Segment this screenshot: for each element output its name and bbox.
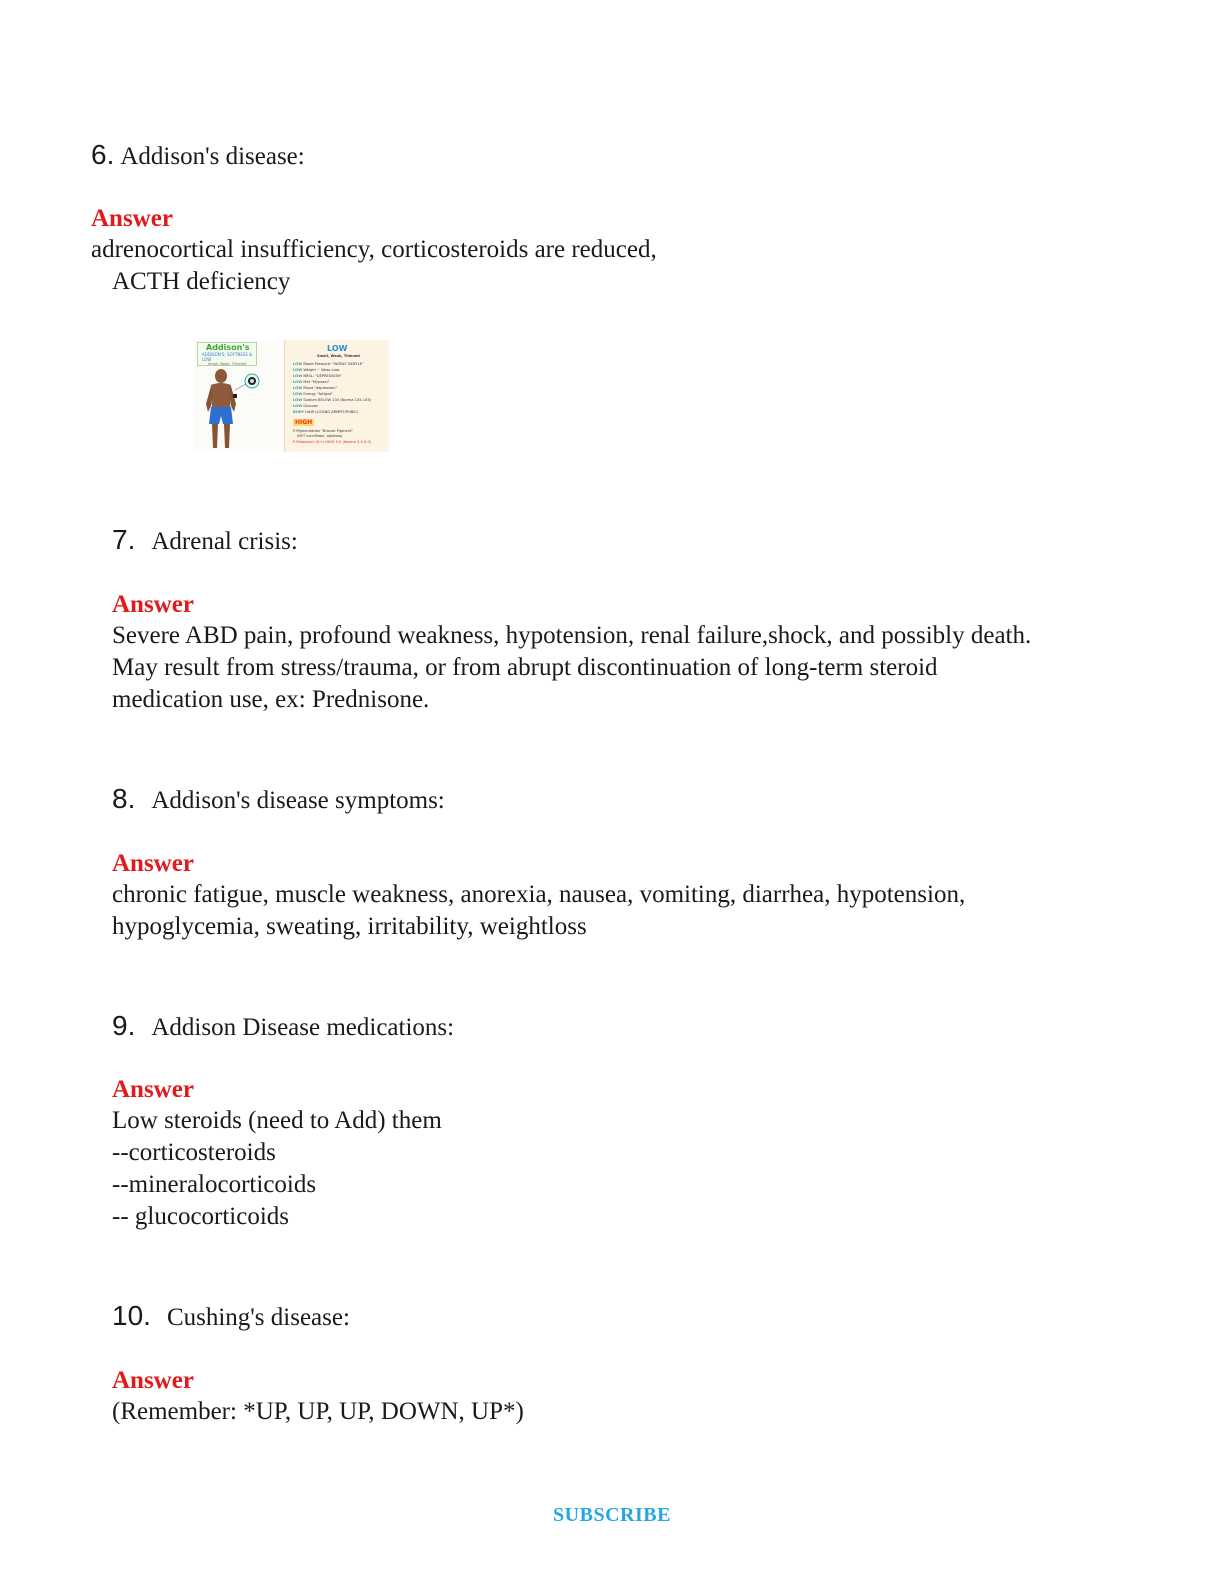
answer-text xyxy=(112,620,1031,716)
answer-text xyxy=(112,1396,524,1428)
figure-caption: Small, Weak, Thinned xyxy=(208,362,246,366)
answer-line: adrenocortical insufficiency, corticosteroids are reduced, xyxy=(91,236,657,263)
answer-line: chronic fatigue, muscle weakness, anorexia, nausea, vomiting, diarrhea, hypotension, xyxy=(112,881,966,908)
figure-title: Addison's xyxy=(206,343,250,352)
answer-text xyxy=(91,234,657,298)
question-10-title xyxy=(112,1300,350,1334)
question-number: 9. xyxy=(112,1010,136,1041)
answer-label: Answer xyxy=(91,205,173,232)
low-list-item: LOW NRSL: "DEPRESSION" xyxy=(293,374,342,378)
answer-line: ACTH deficiency xyxy=(112,268,291,295)
low-list-item: LOW Met "Mypasin" xyxy=(293,380,330,384)
answer-line: hypoglycemia, sweating, irritability, weightloss xyxy=(112,913,587,940)
low-high-panel xyxy=(284,340,389,452)
low-list-item: LOW Mood "depression" xyxy=(293,386,338,390)
question-number: 10. xyxy=(112,1300,151,1331)
answer-line: --corticosteroids xyxy=(112,1139,276,1166)
low-list-item: LOW Weight ~ Wear Loss xyxy=(293,368,340,372)
low-list-item: BODY HAIR (LOSING ARMPIT/PUBIC) xyxy=(293,410,359,414)
high-item: P-Potassium (K+) HIGH 5.0 (Norma 3.5-5.0) xyxy=(293,440,372,444)
answer-text xyxy=(112,1105,442,1233)
low-list-item: LOW Blood Pressure: "WOBLY GENTLE" xyxy=(293,362,364,366)
answer-line: (Remember: *UP, UP, UP, DOWN, UP*) xyxy=(112,1398,524,1425)
answer-text xyxy=(112,879,965,943)
addisons-figure-panel xyxy=(194,340,280,452)
answer-line: -- glucocorticoids xyxy=(112,1203,290,1230)
answer-line: Severe ABD pain, profound weakness, hypotension, renal failure,shock, and possibly death. xyxy=(112,622,1032,649)
figure-subtitle: ADDISON'S: SOFTNESS & LOW xyxy=(202,352,253,362)
question-7-title xyxy=(112,524,298,558)
answer-line: May result from stress/trauma, or from abrupt discontinuation of long-term steroid xyxy=(112,654,938,681)
question-number: 7. xyxy=(112,524,136,555)
svg-text:· · · ·: · · · · xyxy=(249,392,256,396)
addisons-infographic xyxy=(194,340,388,452)
person-illustration-icon xyxy=(194,340,280,452)
question-number: 6. xyxy=(91,139,115,170)
low-list-item: LOW Sodium BELOW 135 (Norma 135-145) xyxy=(293,398,372,402)
answer-line: Low steroids (need to Add) them xyxy=(112,1107,442,1134)
answer-label: Answer xyxy=(112,850,194,877)
question-8-title xyxy=(112,783,445,817)
question-number: 8. xyxy=(112,783,136,814)
high-item: P-Pigmentation "Bronze Pigment" xyxy=(293,429,354,433)
answer-label: Answer xyxy=(112,1367,194,1394)
answer-label: Answer xyxy=(112,591,194,618)
low-subheading: Small, Weak, Thinned xyxy=(317,354,360,358)
question-6-title xyxy=(91,139,305,173)
question-text: Cushing's disease: xyxy=(166,1304,350,1331)
low-list-item: LOW Glucose xyxy=(293,404,318,408)
question-9-title xyxy=(112,1010,454,1044)
low-heading: LOW xyxy=(327,344,348,353)
answer-label: Answer xyxy=(112,1076,194,1103)
question-text: Addison's disease: xyxy=(120,143,305,170)
low-list-item: LOW Energy "fatigue" xyxy=(293,392,334,396)
answer-line: --mineralocorticoids xyxy=(112,1171,317,1198)
question-text: Addison Disease medications: xyxy=(151,1014,455,1041)
question-text: Adrenal crisis: xyxy=(151,528,298,555)
subscribe-link[interactable]: SUBSCRIBE xyxy=(553,1504,671,1526)
high-heading: HIGH xyxy=(295,419,313,426)
low-list xyxy=(293,361,385,415)
high-item-note: (NOT sunniflower, tightness) xyxy=(297,434,343,438)
question-text: Addison's disease symptoms: xyxy=(151,787,445,814)
answer-line: medication use, ex: Prednisone. xyxy=(112,686,430,713)
